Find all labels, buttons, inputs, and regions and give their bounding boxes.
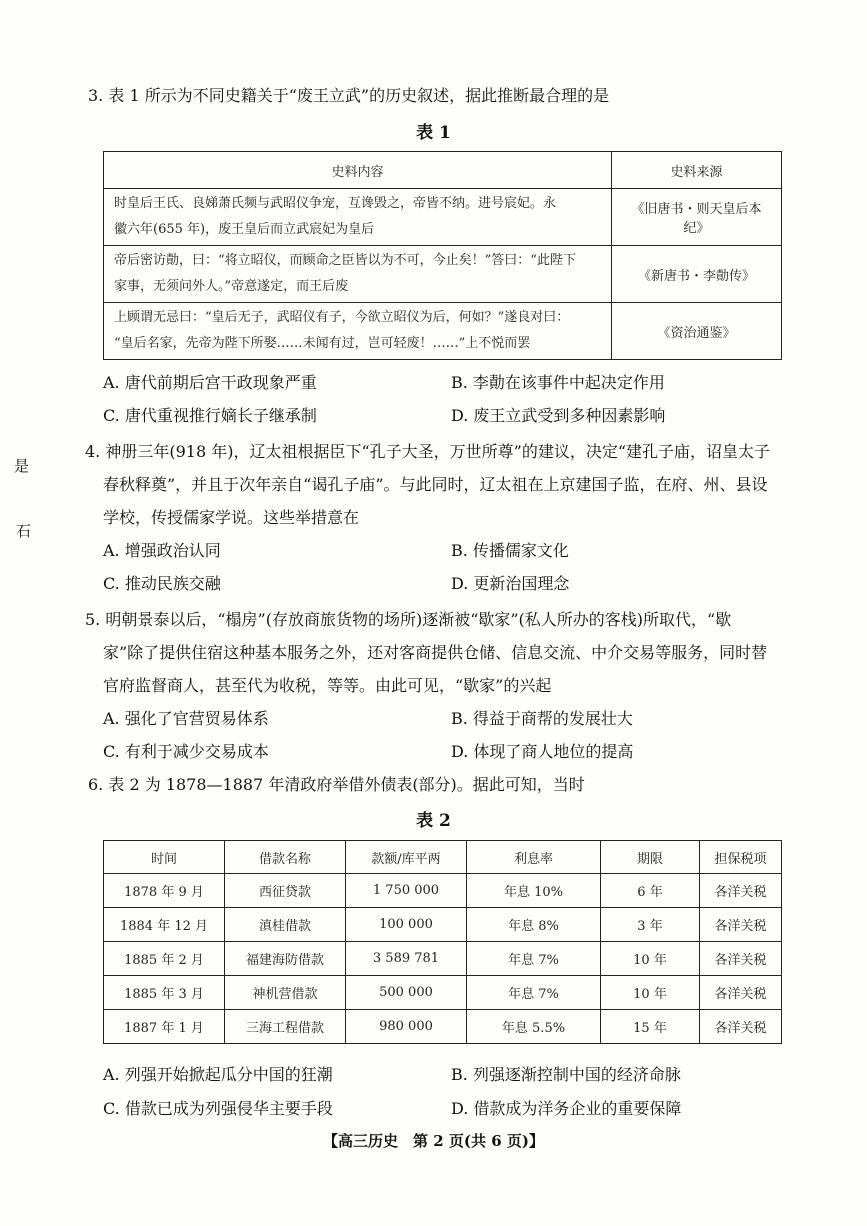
stem-line: 学校，传授儒家学说。这些举措意在 [103,508,360,527]
margin-mark: 石 [16,522,32,540]
cell-amount: 100 000 [346,908,467,942]
cell-term: 3 年 [601,908,700,942]
content-line: 时皇后王氏、良娣萧氏频与武昭仪争宠，互谗毁之，帝皆不纳。进号宸妃。永 [114,196,557,211]
stem-line: 家”除了提供住宿这种基本服务之外，还对客商提供仓储、信息交流、中介交易等服务，同时替 [103,643,768,662]
table1-row [104,246,782,303]
cell-amount: 3 589 781 [346,942,467,976]
cell-guarantee: 各洋关税 [700,908,782,942]
cell-time: 1884 年 12 月 [104,908,225,942]
table2-header: 担保税项 [700,841,782,874]
cell-guarantee: 各洋关税 [700,874,782,908]
stem-line: 春秋释奠”，并且于次年亲自“谒孔子庙”。与此同时，辽太祖在上京建国子监，在府、州、县设 [103,475,768,494]
q3-stem: 3. 表 1 所示为不同史籍关于“废王立武”的历史叙述，据此推断最合理的是 [88,86,610,105]
table1-content [104,303,612,360]
q3-option-d[interactable]: D. 废王立武受到多种因素影响 [451,406,666,425]
q5-option-c[interactable]: C. 有利于减少交易成本 [103,742,269,761]
cell-guarantee: 各洋关税 [700,976,782,1010]
q6-stem: 6. 表 2 为 1878—1887 年清政府举借外债表(部分)。据此可知，当时 [88,775,585,794]
content-line: 帝后密访勣，曰：“将立昭仪，而顾命之臣皆以为不可，今止矣！”答曰：“此陛下 [114,253,576,268]
page-footer: 【高三历史 第 2 页(共 6 页)】 [323,1132,544,1150]
margin-mark: 是 [14,457,30,475]
stem-line: 5. 明朝景泰以后，“榻房”(存放商旅货物的场所)逐渐被“歇家”(私人所办的客栈)所取代，“歇 [85,610,732,629]
q4-option-d[interactable]: D. 更新治国理念 [451,574,570,593]
q3-option-c[interactable]: C. 唐代重视推行嫡长子继承制 [103,406,317,425]
table-row [104,874,782,908]
cell-term: 10 年 [601,942,700,976]
q5-stem [85,603,767,702]
q3-option-b[interactable]: B. 李勣在该事件中起决定作用 [451,373,665,392]
table1-header-source: 史料来源 [612,152,782,189]
cell-term: 6 年 [601,874,700,908]
q4-option-c[interactable]: C. 推动民族交融 [103,574,221,593]
cell-loan-name: 福建海防借款 [225,942,346,976]
stem-line: 官府监督商人，甚至代为收税，等等。由此可见，“歇家”的兴起 [103,676,552,695]
table1-content [104,246,612,303]
table2-header: 期限 [601,841,700,874]
cell-guarantee: 各洋关税 [700,1010,782,1044]
cell-time: 1885 年 3 月 [104,976,225,1010]
table1 [103,151,782,360]
table2 [103,840,782,1044]
table-row [104,908,782,942]
cell-time: 1885 年 2 月 [104,942,225,976]
cell-rate: 年息 7% [467,976,601,1010]
content-line: “皇后名家，先帝为陛下所娶……未闻有过，岂可轻废！……”上不悦而罢 [114,336,531,351]
q3-option-a[interactable]: A. 唐代前期后宫干政现象严重 [103,373,317,392]
content-line: 徽六年(655 年)，废王皇后而立武宸妃为皇后 [114,222,375,237]
cell-loan-name: 滇桂借款 [225,908,346,942]
cell-loan-name: 西征贷款 [225,874,346,908]
content-line: 家事，无须问外人。”帝意遂定，而王后废 [114,279,349,294]
table-row [104,976,782,1010]
q6-option-b[interactable]: B. 列强逐渐控制中国的经济命脉 [451,1065,681,1084]
table1-source: 《旧唐书・则天皇后本纪》 [612,189,782,246]
cell-rate: 年息 5.5% [467,1010,601,1044]
table1-source: 《资治通鉴》 [612,303,782,360]
table2-caption: 表 2 [416,811,451,831]
q5-option-d[interactable]: D. 体现了商人地位的提高 [451,742,634,761]
table-row [104,1010,782,1044]
table2-header: 利息率 [467,841,601,874]
q5-option-b[interactable]: B. 得益于商帮的发展壮大 [451,709,633,728]
q4-option-a[interactable]: A. 增强政治认同 [103,541,221,560]
q6-option-d[interactable]: D. 借款成为洋务企业的重要保障 [451,1099,682,1118]
stem-line: 4. 神册三年(918 年)，辽太祖根据臣下“孔子大圣，万世所尊”的建议，决定“建孔子庙，诏皇太子 [85,442,771,461]
cell-loan-name: 三海工程借款 [225,1010,346,1044]
cell-term: 10 年 [601,976,700,1010]
q5-option-a[interactable]: A. 强化了官营贸易体系 [103,709,269,728]
q6-option-c[interactable]: C. 借款已成为列强侵华主要手段 [103,1099,333,1118]
cell-term: 15 年 [601,1010,700,1044]
cell-rate: 年息 7% [467,942,601,976]
cell-rate: 年息 10% [467,874,601,908]
table1-content [104,189,612,246]
table1-header-content: 史料内容 [104,152,612,189]
cell-amount: 980 000 [346,1010,467,1044]
cell-rate: 年息 8% [467,908,601,942]
cell-amount: 500 000 [346,976,467,1010]
cell-guarantee: 各洋关税 [700,942,782,976]
table1-source: 《新唐书・李勣传》 [612,246,782,303]
cell-amount: 1 750 000 [346,874,467,908]
table1-row [104,189,782,246]
table1-row [104,303,782,360]
content-line: 上顾谓无忌曰：“皇后无子，武昭仪有子，今欲立昭仪为后，何如？”遂良对曰： [114,310,570,325]
table-row [104,942,782,976]
cell-time: 1878 年 9 月 [104,874,225,908]
q4-option-b[interactable]: B. 传播儒家文化 [451,541,569,560]
cell-time: 1887 年 1 月 [104,1010,225,1044]
q6-option-a[interactable]: A. 列强开始掀起瓜分中国的狂潮 [103,1065,333,1084]
cell-loan-name: 神机营借款 [225,976,346,1010]
table2-header: 借款名称 [225,841,346,874]
table1-caption: 表 1 [416,123,451,143]
table2-header: 时间 [104,841,225,874]
q4-stem [85,435,770,534]
table2-header: 款额/库平两 [346,841,467,874]
